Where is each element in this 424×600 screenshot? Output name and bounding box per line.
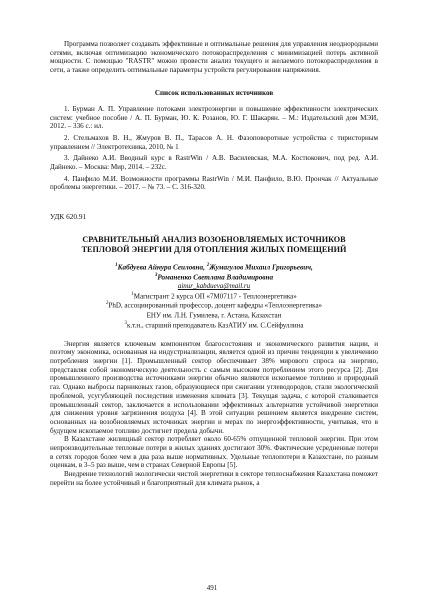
affiliation-line (50, 320, 378, 330)
author-1-sup: 1 (115, 263, 118, 269)
affiliation-text: к.т.н., старший преподаватель КазАТИУ им. С.Сейфуллина (127, 321, 304, 330)
affiliation-sup: 1 (131, 291, 134, 297)
references-title: Список использованных источников (154, 88, 274, 97)
author-3: Романенко Светлана Владимировна (157, 273, 274, 282)
references-list (50, 105, 378, 192)
intro-paragraph: Программа позволяет создавать эффективные и оптимальные решения для управления неоднородными сетями, включая оптимизацию экономического потокораспределения с минимизацией потерь активной мощности. С помощью "RASTR" можно провести анализ текущего и желаемого потокораспределения в сети, а также определить оптимальные параметры устройств регулирования напряжения. (50, 40, 378, 75)
authors-line-1 (50, 262, 378, 272)
affiliation-line (50, 310, 378, 320)
page-number: 491 (206, 584, 218, 592)
body-paragraph: Энергия является ключевым компонентом благосостояния и экономического развития нации, и поэтому экономика, основанная на индустриализации, является одной из причин тенденции к увеличению потребления энергии [1]. Промышленный сектор обеспечивает 38% мирового спроса на энергию, представляя собой экономическую деятельность с самым высоким потреблением этого ресурса [2]. Для промышленного производства источниками энергии обычно являются ископаемое топливо и природный газ. Однако выбросы парниковых газов, образующиеся при сжигании углеводородов, стали экологической проблемой, усугубляющей последствия изменения климата [3]. Текущая задача, с которой сталкивается промышленный сектор, заключается в использовании эффективных альтернатив устойчивой энергетики для снижения уровня загрязнения воздуха [4]. В этой ситуации решением является внедрение систем, основанных на возобновляемых источниках энергии и мерах по энергоэффективности, учитывая, что в будущем ископаемое топливо достигнет предела добычи. (50, 339, 378, 435)
body-paragraph: Внедрение технологий экологически чистой энергетики в секторе теплоснабжения Казахстана поможет перейти на более устойчивый и благоприятный для климата рынок, а (50, 470, 378, 487)
author-email-link[interactable]: ainur_kabdueva@mail.ru (177, 282, 251, 291)
reference-item: 4. Панфило М.И. Возможности программы RastrWin / М.И. Панфило, В.Ю. Прончак // Актуальные проблемы энергетики. – 2017. – № 73. – С. 316-320. (50, 174, 378, 192)
udc-code: УДК 620.91 (50, 212, 87, 222)
affiliation-text: Магистрант 2 курса ОП «7М07117 - Теплоэнергетика» (133, 292, 297, 301)
author-2-sup: 2 (206, 263, 210, 269)
affiliation-text: PhD, ассоциированный профессор, доцент кафедры «Теплоэнергетика» (108, 301, 323, 310)
reference-item: 2. Стельмахов В. Н., Жмуров В. П., Тарасов А. Н. Фазоповоротные устройства с тиристорным управлением // Электротехника, 2010, № 1 (50, 133, 378, 151)
affiliation-line (50, 291, 378, 301)
authors-line-2 (50, 272, 378, 282)
paper-title-line-2: ТЕПЛОВОЙ ЭНЕРГИИ ДЛЯ ОТОПЛЕНИЯ ЖИЛЫХ ПОМЕЩЕНИЙ (81, 244, 347, 254)
affiliation-sup: 3 (124, 320, 127, 326)
affiliation-sup: 2 (105, 301, 109, 307)
authors-block (50, 262, 378, 282)
author-3-sup: 3 (154, 273, 158, 279)
paper-title (50, 235, 378, 254)
body-text (50, 340, 378, 488)
body-paragraph: В Казахстане жилищный сектор потребляет около 60-65% отпущенной тепловой энергии. При этом непроизводительные тепловые потери в жилых зданиях достигают 30%. Фактические усредненные потери в сетях городов более чем в два раза выше нормативных. Удельные теплопотери в Казахстане, по разным оценкам, в 3–5 раз выше, чем в странах Северной Европы [5]. (50, 435, 378, 470)
reference-item: 1. Бурман А. П. Управление потоками электроэнергии и повышение эффективности электрических систем: учебное пособие / А. П. Бурман, Ю. К. Розанов, Ю. Г. Шакарян. – М.: Издательский дом МЭИ, 2012. – 336 с.: ил. (50, 104, 378, 131)
affiliation-line (50, 300, 378, 310)
reference-item: 3. Дайнеко А.И. Вводный курс в RastrWin / А.В. Василевская, М.А. Костюкович, под ред. А.И. Дайнеко. – Москва: Мир, 2014. – 232с. (50, 154, 378, 172)
affiliations-block (50, 291, 378, 330)
author-1: Кабдуева Айнура Сеиловна, (117, 263, 205, 272)
paper-title-line-1: СРАВНИТЕЛЬНЫЙ АНАЛИЗ ВОЗОБНОВЛЯЕМЫХ ИСТОЧНИКОВ (82, 235, 346, 245)
author-2: Жумагулов Михаил Григорьевич, (209, 263, 313, 272)
affiliation-text: ЕНУ им. Л.Н. Гумилева, г. Астана, Казахстан (146, 311, 282, 320)
